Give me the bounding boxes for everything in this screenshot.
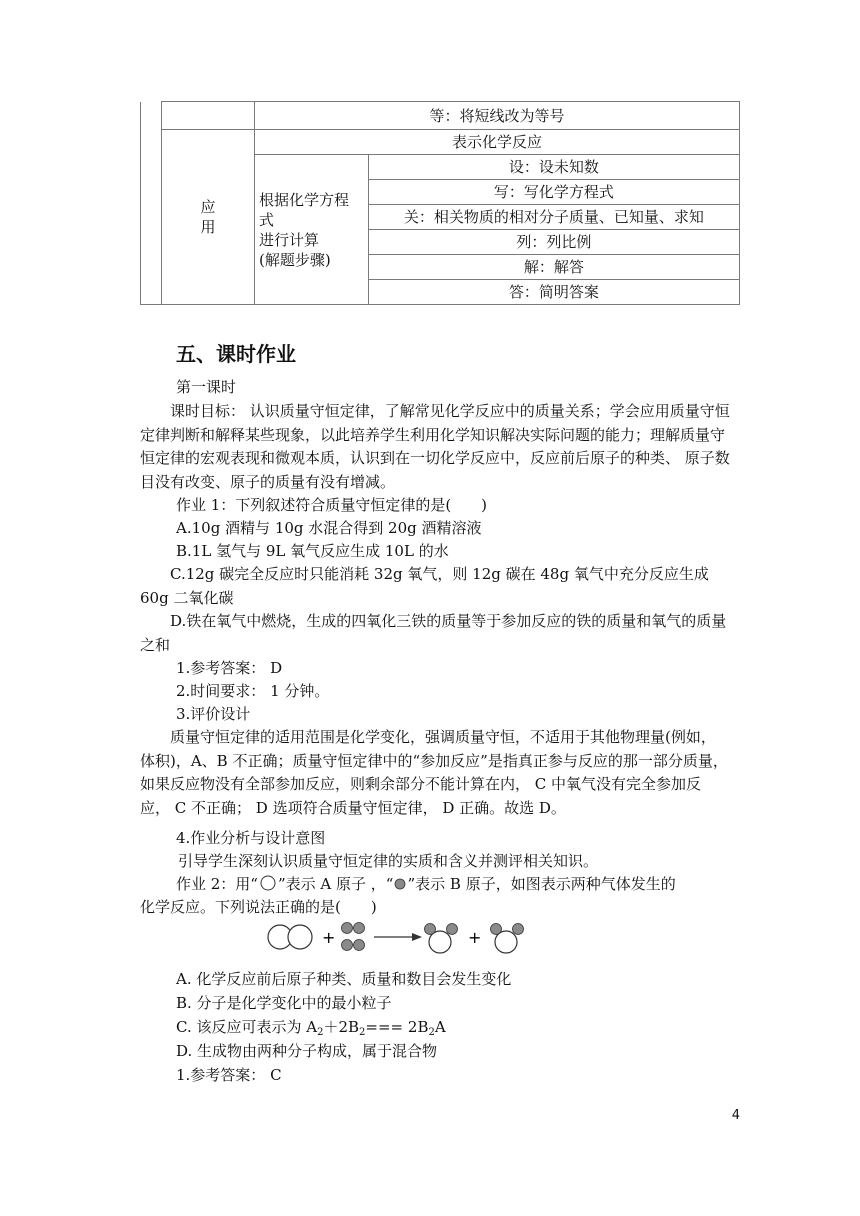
table-cell-calc: 根据化学方程式 进行计算 (解题步骤) [255,155,369,305]
plus-sign: + [468,928,482,947]
table-step: 写：写化学方程式 [368,180,739,205]
hw2-c-mid2: === 2B [365,1018,429,1036]
table-step: 列：列比例 [368,230,739,255]
hw1-analysis-title: 4.作业分析与设计意图 [176,829,326,847]
hw1-eval-title: 3.评价设计 [176,705,251,723]
a2-molecule [268,925,312,949]
lesson-goal: 课时目标： 认识质量守恒定律，了解常见化学反应中的质量关系；学会应用质量守恒定律判断和解释某些现象，以此培养学生利用化学知识解决实际问题的能力；理解质量守恒定律的宏观表现和微观本质，认识到在一切化学反应中，反应前后原子的种类、 原子数目没有改变、原子的质量有没有增减。 [140,402,730,491]
table-step: 答：简明答案 [368,280,739,305]
atom-a-icon [258,874,278,892]
hw1-option-b: B.1L 氢气与 9L 氧气反应生成 10L 的水 [176,542,449,560]
hw1-eval-text: 质量守恒定律的适用范围是化学变化，强调质量守恒，不适用于其他物理量(例如，体积)，A、B 不正确；质量守恒定律中的“参加反应”是指真正参与反应的那一部分质量，如果反应物没有全部参加反应，则剩余部分不能计算在内， C 中氧气没有完全参加反应， C 不正确； D 选项符合质量守恒定律， D 正确。故选 D。 [140,728,728,817]
hw2-answer: 1.参考答案： C [176,1066,282,1084]
hw1-option-a: A.10g 酒精与 10g 水混合得到 20g 酒精溶液 [176,519,482,537]
hw2-option-a: A. 化学反应前后原子种类、质量和数目会发生变化 [176,970,512,988]
table-cell-empty [162,102,255,130]
table-cell-eq: 等：将短线改为等号 [255,102,740,130]
hw2-question-line1 [176,873,676,896]
hw2-option-d: D. 生成物由两种分子构成，属于混合物 [176,1042,438,1060]
table-cell-meaning: 表示化学反应 [255,130,740,155]
hw1-analysis-text: 引导学生深刻认识质量守恒定律的实质和含义并测评相关知识。 [178,852,599,870]
hw2-c-end: A [434,1018,446,1036]
hw1-option-d: D.铁在氧气中燃烧，生成的四氧化三铁的质量等于参加反应的铁的质量和氧气的质量之和 [140,612,727,654]
b2a-molecule [425,924,458,954]
reaction-diagram [262,916,542,958]
atom-b-icon [393,877,407,891]
hw2-c-mid1: ＋2B [323,1018,360,1036]
table-cell-application: 应 用 [162,130,255,305]
subscript: 2 [359,1027,366,1038]
subscript: 2 [317,1027,324,1038]
lesson-label: 第一课时 [176,378,237,396]
plus-sign: + [322,928,336,947]
subscript: 2 [428,1027,435,1038]
hw2-question-line2: 化学反应。下列说法正确的是( ) [140,898,377,916]
hw1-option-c: C.12g 碳完全反应时只能消耗 32g 氧气，则 12g 碳在 48g 氧气中充分反应生成 60g 二氧化碳 [140,565,709,607]
hw1-time: 2.时间要求： 1 分钟。 [176,682,330,700]
table-step: 解：解答 [368,255,739,280]
page-number: 4 [731,1108,740,1123]
outline-table [140,101,740,305]
hw2-q-suffix: ”表示 B 原子，如图表示两种气体发生的 [407,875,676,893]
b2-molecules [342,923,365,951]
hw1-question: 作业 1：下列叙述符合质量守恒定律的是( ) [176,496,488,514]
table-step: 关：相关物质的相对分子质量、已知量、求知 [368,205,739,230]
table-margin-col [141,102,162,305]
hw1-answer: 1.参考答案： D [176,659,283,677]
hw2-q-mid: ”表示 A 原子 ，“ [277,875,394,893]
b2a-molecule [491,924,524,954]
table-step: 设：设未知数 [368,155,739,180]
hw2-q-prefix: 作业 2：用“ [176,875,258,893]
section-title: 五、课时作业 [176,342,296,366]
reaction-arrow [374,933,422,941]
hw2-c-prefix: C. 该反应可表示为 A [176,1018,318,1036]
hw2-option-b: B. 分子是化学变化中的最小粒子 [176,994,392,1012]
